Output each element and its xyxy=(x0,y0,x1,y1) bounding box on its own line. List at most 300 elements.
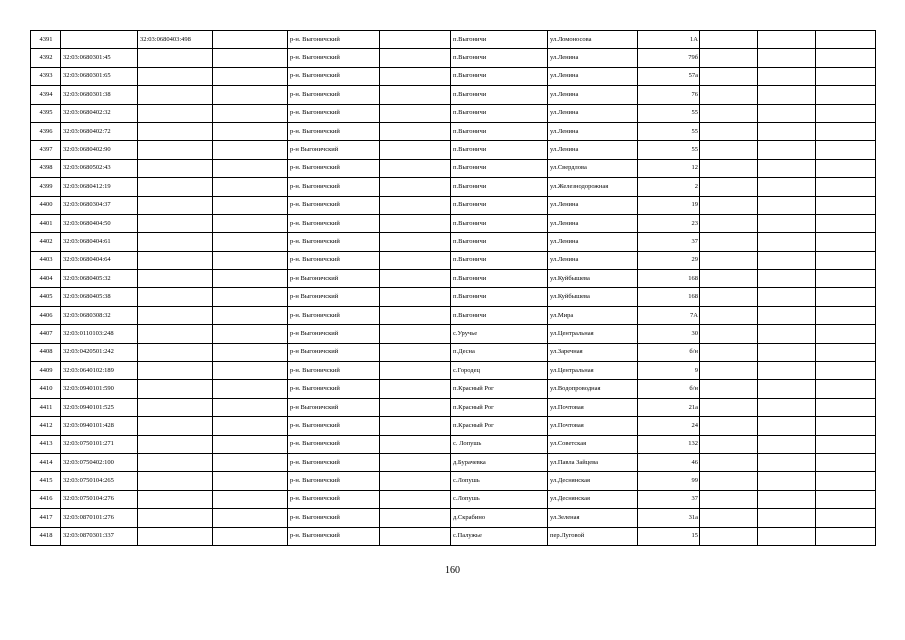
cadastral-number-alt xyxy=(138,104,213,122)
empty-cell xyxy=(213,251,288,269)
street-cell: ул.Ломоносова xyxy=(548,31,638,49)
empty-cell xyxy=(213,141,288,159)
locality-cell: п.Выгоничи xyxy=(451,288,548,306)
locality-cell: п.Выгоничи xyxy=(451,270,548,288)
cadastral-number: 32:03:0680402:90 xyxy=(61,141,138,159)
empty-cell xyxy=(213,270,288,288)
empty-cell xyxy=(816,214,876,232)
cadastral-number-alt xyxy=(138,251,213,269)
street-cell: ул.Деснянская xyxy=(548,472,638,490)
empty-cell xyxy=(758,417,816,435)
house-number: 23 xyxy=(638,214,700,232)
row-number: 4409 xyxy=(31,362,61,380)
district-cell: р-н. Выгоничский xyxy=(288,472,380,490)
empty-cell xyxy=(700,380,758,398)
row-number: 4403 xyxy=(31,251,61,269)
street-cell: ул.Ленина xyxy=(548,233,638,251)
cadastral-number-alt xyxy=(138,306,213,324)
house-number: 55 xyxy=(638,141,700,159)
empty-cell xyxy=(700,270,758,288)
empty-cell xyxy=(816,288,876,306)
empty-cell xyxy=(213,490,288,508)
street-cell: ул.Ленина xyxy=(548,104,638,122)
empty-cell xyxy=(700,472,758,490)
empty-cell xyxy=(758,141,816,159)
locality-cell: п.Красный Рог xyxy=(451,380,548,398)
district-cell: р-н. Выгоничский xyxy=(288,196,380,214)
empty-cell xyxy=(213,196,288,214)
empty-cell xyxy=(700,527,758,545)
district-cell: р-н. Выгоничский xyxy=(288,49,380,67)
locality-cell: п.Выгоничи xyxy=(451,196,548,214)
table-row xyxy=(31,527,876,545)
empty-cell xyxy=(758,31,816,49)
empty-cell xyxy=(700,398,758,416)
cadastral-number-alt xyxy=(138,196,213,214)
empty-cell xyxy=(816,251,876,269)
row-number: 4410 xyxy=(31,380,61,398)
empty-cell xyxy=(380,306,451,324)
empty-cell xyxy=(758,122,816,140)
row-number: 4411 xyxy=(31,398,61,416)
street-cell: ул.Центральная xyxy=(548,325,638,343)
empty-cell xyxy=(758,214,816,232)
cadastral-number-alt xyxy=(138,214,213,232)
locality-cell: п.Выгоничи xyxy=(451,214,548,232)
empty-cell xyxy=(380,214,451,232)
row-number: 4394 xyxy=(31,86,61,104)
cadastral-number: 32:03:0870301:337 xyxy=(61,527,138,545)
locality-cell: п.Выгоничи xyxy=(451,141,548,159)
table-row xyxy=(31,141,876,159)
row-number: 4405 xyxy=(31,288,61,306)
district-cell: р-н. Выгоничский xyxy=(288,251,380,269)
row-number: 4399 xyxy=(31,178,61,196)
empty-cell xyxy=(380,509,451,527)
house-number: б/н xyxy=(638,380,700,398)
empty-cell xyxy=(816,31,876,49)
empty-cell xyxy=(758,288,816,306)
empty-cell xyxy=(380,362,451,380)
house-number: 24 xyxy=(638,417,700,435)
empty-cell xyxy=(758,49,816,67)
empty-cell xyxy=(700,417,758,435)
table-row xyxy=(31,31,876,49)
house-number: 168 xyxy=(638,288,700,306)
empty-cell xyxy=(758,509,816,527)
empty-cell xyxy=(380,490,451,508)
house-number: 29 xyxy=(638,251,700,269)
row-number: 4416 xyxy=(31,490,61,508)
cadastral-number-alt xyxy=(138,417,213,435)
street-cell: ул.Ленина xyxy=(548,49,638,67)
locality-cell: п.Выгоничи xyxy=(451,233,548,251)
empty-cell xyxy=(700,362,758,380)
street-cell: ул.Заречная xyxy=(548,343,638,361)
house-number: 37 xyxy=(638,490,700,508)
empty-cell xyxy=(700,490,758,508)
empty-cell xyxy=(380,251,451,269)
house-number: б/н xyxy=(638,343,700,361)
empty-cell xyxy=(700,435,758,453)
house-number: 7А xyxy=(638,306,700,324)
cadastral-number-alt xyxy=(138,325,213,343)
row-number: 4391 xyxy=(31,31,61,49)
empty-cell xyxy=(380,159,451,177)
empty-cell xyxy=(700,251,758,269)
cadastral-number: 32:03:0680308:32 xyxy=(61,306,138,324)
empty-cell xyxy=(213,159,288,177)
empty-cell xyxy=(758,362,816,380)
empty-cell xyxy=(816,141,876,159)
empty-cell xyxy=(380,233,451,251)
empty-cell xyxy=(700,509,758,527)
empty-cell xyxy=(816,343,876,361)
street-cell: ул.Почтовая xyxy=(548,417,638,435)
empty-cell xyxy=(758,527,816,545)
empty-cell xyxy=(213,509,288,527)
locality-cell: с.Городец xyxy=(451,362,548,380)
empty-cell xyxy=(380,104,451,122)
row-number: 4407 xyxy=(31,325,61,343)
empty-cell xyxy=(758,472,816,490)
locality-cell: с.Лопушь xyxy=(451,472,548,490)
empty-cell xyxy=(700,306,758,324)
cadastral-number: 32:03:0680404:50 xyxy=(61,214,138,232)
street-cell: ул.Ленина xyxy=(548,214,638,232)
row-number: 4401 xyxy=(31,214,61,232)
empty-cell xyxy=(758,453,816,471)
cadastral-number xyxy=(61,31,138,49)
empty-cell xyxy=(758,104,816,122)
empty-cell xyxy=(213,362,288,380)
cadastral-number: 32:03:0750101:271 xyxy=(61,435,138,453)
empty-cell xyxy=(700,233,758,251)
empty-cell xyxy=(380,380,451,398)
house-number: 99 xyxy=(638,472,700,490)
cadastral-number-alt xyxy=(138,527,213,545)
table-row xyxy=(31,196,876,214)
street-cell: ул.Центральная xyxy=(548,362,638,380)
empty-cell xyxy=(758,435,816,453)
district-cell: р-н. Выгоничский xyxy=(288,159,380,177)
street-cell: ул.Мира xyxy=(548,306,638,324)
row-number: 4402 xyxy=(31,233,61,251)
cadastral-number-alt xyxy=(138,509,213,527)
empty-cell xyxy=(816,233,876,251)
cadastral-number-alt xyxy=(138,288,213,306)
empty-cell xyxy=(700,325,758,343)
house-number: 19 xyxy=(638,196,700,214)
table-row xyxy=(31,122,876,140)
house-number: 31а xyxy=(638,509,700,527)
table-row xyxy=(31,398,876,416)
cadastral-number: 32:03:0680402:32 xyxy=(61,104,138,122)
empty-cell xyxy=(816,270,876,288)
table-row xyxy=(31,417,876,435)
empty-cell xyxy=(380,122,451,140)
district-cell: р-н. Выгоничский xyxy=(288,122,380,140)
empty-cell xyxy=(213,178,288,196)
table-row xyxy=(31,343,876,361)
table-row xyxy=(31,49,876,67)
empty-cell xyxy=(380,527,451,545)
cadastral-number: 32:03:0750104:265 xyxy=(61,472,138,490)
cadastral-number: 32:03:0940101:590 xyxy=(61,380,138,398)
empty-cell xyxy=(700,343,758,361)
cadastral-number: 32:03:0750402:100 xyxy=(61,453,138,471)
house-number: 2 xyxy=(638,178,700,196)
empty-cell xyxy=(816,104,876,122)
empty-cell xyxy=(816,380,876,398)
street-cell: ул.Водопроводная xyxy=(548,380,638,398)
empty-cell xyxy=(700,67,758,85)
locality-cell: п.Красный Рог xyxy=(451,398,548,416)
locality-cell: п.Выгоничи xyxy=(451,306,548,324)
locality-cell: п.Выгоничи xyxy=(451,122,548,140)
district-cell: р-н Выгоничский xyxy=(288,398,380,416)
table-row xyxy=(31,325,876,343)
row-number: 4415 xyxy=(31,472,61,490)
document-page xyxy=(30,30,876,546)
empty-cell xyxy=(380,196,451,214)
locality-cell: п.Выгоничи xyxy=(451,67,548,85)
table-row xyxy=(31,270,876,288)
empty-cell xyxy=(213,325,288,343)
cadastral-number-alt xyxy=(138,270,213,288)
empty-cell xyxy=(380,288,451,306)
empty-cell xyxy=(816,527,876,545)
empty-cell xyxy=(213,417,288,435)
cadastral-number-alt xyxy=(138,141,213,159)
locality-cell: п.Выгоничи xyxy=(451,251,548,269)
empty-cell xyxy=(380,31,451,49)
empty-cell xyxy=(213,453,288,471)
district-cell: р-н. Выгоничский xyxy=(288,67,380,85)
row-number: 4400 xyxy=(31,196,61,214)
table-row xyxy=(31,251,876,269)
locality-cell: п.Красный Рог xyxy=(451,417,548,435)
table-row xyxy=(31,435,876,453)
cadastral-number: 32:03:0750104:276 xyxy=(61,490,138,508)
row-number: 4397 xyxy=(31,141,61,159)
cadastral-number: 32:03:0680301:38 xyxy=(61,86,138,104)
street-cell: ул.Куйбышева xyxy=(548,270,638,288)
empty-cell xyxy=(213,104,288,122)
table-row xyxy=(31,453,876,471)
empty-cell xyxy=(700,49,758,67)
street-cell: ул.Павла Зайцева xyxy=(548,453,638,471)
district-cell: р-н. Выгоничский xyxy=(288,380,380,398)
house-number: 79б xyxy=(638,49,700,67)
empty-cell xyxy=(213,214,288,232)
cadastral-number: 32:03:0680301:65 xyxy=(61,67,138,85)
empty-cell xyxy=(758,325,816,343)
empty-cell xyxy=(213,49,288,67)
cadastral-number-alt xyxy=(138,380,213,398)
cadastral-number: 32:03:0940101:428 xyxy=(61,417,138,435)
cadastral-number: 32:03:0680404:61 xyxy=(61,233,138,251)
empty-cell xyxy=(758,380,816,398)
table-row xyxy=(31,86,876,104)
cadastral-number-alt xyxy=(138,343,213,361)
empty-cell xyxy=(758,398,816,416)
row-number: 4412 xyxy=(31,417,61,435)
district-cell: р-н. Выгоничский xyxy=(288,362,380,380)
house-number: 15 xyxy=(638,527,700,545)
empty-cell xyxy=(700,453,758,471)
empty-cell xyxy=(213,122,288,140)
district-cell: р-н. Выгоничский xyxy=(288,490,380,508)
empty-cell xyxy=(816,86,876,104)
cadastral-number: 32:03:0680304:37 xyxy=(61,196,138,214)
district-cell: р-н. Выгоничский xyxy=(288,306,380,324)
district-cell: р-н. Выгоничский xyxy=(288,453,380,471)
cadastral-number: 32:03:0680402:72 xyxy=(61,122,138,140)
district-cell: р-н. Выгоничский xyxy=(288,435,380,453)
district-cell: р-н. Выгоничский xyxy=(288,86,380,104)
empty-cell xyxy=(816,178,876,196)
table-row xyxy=(31,159,876,177)
district-cell: р-н Выгоничский xyxy=(288,343,380,361)
table-row xyxy=(31,306,876,324)
house-number: 30 xyxy=(638,325,700,343)
locality-cell: п.Выгоничи xyxy=(451,31,548,49)
table-row xyxy=(31,472,876,490)
empty-cell xyxy=(816,306,876,324)
street-cell: пер.Луговой xyxy=(548,527,638,545)
empty-cell xyxy=(816,398,876,416)
cadastral-number: 32:03:0680301:45 xyxy=(61,49,138,67)
empty-cell xyxy=(758,490,816,508)
empty-cell xyxy=(700,159,758,177)
empty-cell xyxy=(700,122,758,140)
empty-cell xyxy=(816,49,876,67)
table-row xyxy=(31,380,876,398)
empty-cell xyxy=(758,306,816,324)
table-row xyxy=(31,509,876,527)
cadastral-number-alt xyxy=(138,362,213,380)
street-cell: ул.Свердлова xyxy=(548,159,638,177)
empty-cell xyxy=(758,178,816,196)
empty-cell xyxy=(380,343,451,361)
empty-cell xyxy=(758,196,816,214)
cadastral-number: 32:03:0110103:248 xyxy=(61,325,138,343)
house-number: 55 xyxy=(638,122,700,140)
cadastral-number-alt xyxy=(138,122,213,140)
locality-cell: п.Выгоничи xyxy=(451,178,548,196)
street-cell: ул.Железнодорожная xyxy=(548,178,638,196)
cadastral-number-alt: 32:03:0680403:498 xyxy=(138,31,213,49)
row-number: 4398 xyxy=(31,159,61,177)
empty-cell xyxy=(816,362,876,380)
district-cell: р-н. Выгоничский xyxy=(288,509,380,527)
empty-cell xyxy=(816,159,876,177)
cadastral-number-alt xyxy=(138,233,213,251)
cadastral-number-alt xyxy=(138,49,213,67)
street-cell: ул.Деснянская xyxy=(548,490,638,508)
locality-cell: д.Скрабино xyxy=(451,509,548,527)
property-registry-table xyxy=(30,30,876,546)
empty-cell xyxy=(380,325,451,343)
locality-cell: д.Бурачевка xyxy=(451,453,548,471)
empty-cell xyxy=(758,67,816,85)
empty-cell xyxy=(700,178,758,196)
empty-cell xyxy=(700,31,758,49)
district-cell: р-н. Выгоничский xyxy=(288,233,380,251)
house-number: 55 xyxy=(638,104,700,122)
empty-cell xyxy=(816,472,876,490)
empty-cell xyxy=(380,86,451,104)
house-number: 76 xyxy=(638,86,700,104)
locality-cell: с. Лопушь xyxy=(451,435,548,453)
empty-cell xyxy=(213,472,288,490)
cadastral-number: 32:03:0680412:19 xyxy=(61,178,138,196)
empty-cell xyxy=(380,472,451,490)
locality-cell: п.Десна xyxy=(451,343,548,361)
empty-cell xyxy=(213,233,288,251)
empty-cell xyxy=(758,251,816,269)
empty-cell xyxy=(758,270,816,288)
locality-cell: п.Выгоничи xyxy=(451,104,548,122)
empty-cell xyxy=(213,398,288,416)
empty-cell xyxy=(213,435,288,453)
street-cell: ул.Ленина xyxy=(548,196,638,214)
locality-cell: п.Выгоничи xyxy=(451,159,548,177)
house-number: 1А xyxy=(638,31,700,49)
empty-cell xyxy=(816,67,876,85)
empty-cell xyxy=(700,141,758,159)
table-row xyxy=(31,104,876,122)
locality-cell: п.Выгоничи xyxy=(451,86,548,104)
street-cell: ул.Куйбышева xyxy=(548,288,638,306)
row-number: 4417 xyxy=(31,509,61,527)
district-cell: р-н Выгоничский xyxy=(288,325,380,343)
empty-cell xyxy=(380,398,451,416)
row-number: 4413 xyxy=(31,435,61,453)
district-cell: р-н. Выгоничский xyxy=(288,214,380,232)
page-number: 160 xyxy=(445,565,460,576)
row-number: 4395 xyxy=(31,104,61,122)
district-cell: р-н. Выгоничский xyxy=(288,417,380,435)
empty-cell xyxy=(816,196,876,214)
empty-cell xyxy=(213,67,288,85)
table-row xyxy=(31,362,876,380)
locality-cell: с.Лопушь xyxy=(451,490,548,508)
empty-cell xyxy=(213,343,288,361)
empty-cell xyxy=(380,417,451,435)
cadastral-number-alt xyxy=(138,435,213,453)
empty-cell xyxy=(816,417,876,435)
empty-cell xyxy=(816,122,876,140)
house-number: 132 xyxy=(638,435,700,453)
house-number: 46 xyxy=(638,453,700,471)
table-row xyxy=(31,67,876,85)
row-number: 4392 xyxy=(31,49,61,67)
row-number: 4418 xyxy=(31,527,61,545)
empty-cell xyxy=(816,490,876,508)
cadastral-number: 32:03:0680405:38 xyxy=(61,288,138,306)
row-number: 4406 xyxy=(31,306,61,324)
cadastral-number: 32:03:0870101:276 xyxy=(61,509,138,527)
cadastral-number-alt xyxy=(138,178,213,196)
table-row xyxy=(31,288,876,306)
table-row xyxy=(31,214,876,232)
empty-cell xyxy=(758,159,816,177)
locality-cell: с.Палужье xyxy=(451,527,548,545)
street-cell: ул.Советская xyxy=(548,435,638,453)
cadastral-number-alt xyxy=(138,490,213,508)
